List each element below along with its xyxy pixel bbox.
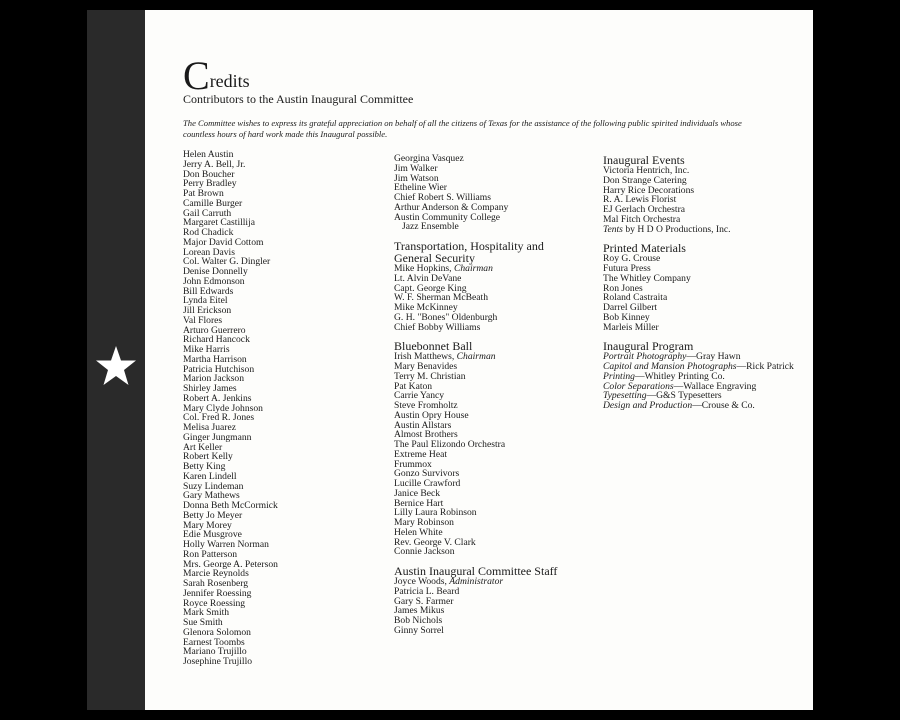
list-item: Austin Community College bbox=[394, 211, 501, 223]
list-item: Royce Roessing bbox=[183, 597, 246, 609]
intro-paragraph: The Committee wishes to express its grateful appreciation on behalf of all the citizens of Texas for the assistance of the following public spirited individuals whose countless hours of hard work made this Inaugural possible. bbox=[183, 118, 742, 139]
list-item: Bill Edwards bbox=[183, 285, 234, 297]
list-item: Lt. Alvin DeVane bbox=[394, 272, 462, 284]
list-item: Melisa Juarez bbox=[183, 422, 237, 433]
list-item: Earnest Toombs bbox=[183, 636, 245, 648]
transport-heading bbox=[394, 240, 557, 264]
list-item: Ginny Sorrel bbox=[394, 624, 444, 636]
program-item-label: Printing bbox=[603, 370, 635, 382]
list-item: Pat Katon bbox=[394, 380, 433, 392]
list-item: Terry M. Christian bbox=[394, 370, 466, 382]
list-item: Margaret Castillija bbox=[183, 217, 256, 229]
list-item: James Mikus bbox=[394, 605, 445, 617]
list-item: Edie Musgrove bbox=[183, 529, 242, 541]
list-item: Chief Robert S. Williams bbox=[394, 192, 491, 203]
list-item: Richard Hancock bbox=[183, 334, 250, 346]
program-items bbox=[603, 352, 794, 411]
list-item: Robert A. Jenkins bbox=[183, 392, 252, 404]
list-item: Holly Warren Norman bbox=[183, 539, 269, 550]
list-item: Karen Lindell bbox=[183, 470, 237, 482]
list-item: Mike McKinney bbox=[394, 302, 458, 313]
list-item: Gary Mathews bbox=[183, 490, 240, 502]
list-item: Art Keller bbox=[183, 441, 223, 453]
list-item: Pat Brown bbox=[183, 188, 224, 199]
program-item-value: —Wallace Engraving bbox=[673, 380, 757, 392]
program-item-value: —Gray Hawn bbox=[686, 351, 741, 363]
list-item: Georgina Vasquez bbox=[394, 153, 464, 164]
list-item: Rod Chadick bbox=[183, 227, 234, 238]
list-item: Suzy Lindeman bbox=[183, 480, 244, 492]
program-item bbox=[603, 401, 794, 411]
list-item: Harry Rice Decorations bbox=[603, 184, 695, 196]
list-item: Austin Opry House bbox=[394, 409, 469, 421]
list-item: Don Strange Catering bbox=[603, 174, 687, 186]
list-item: Bernice Hart bbox=[394, 497, 444, 509]
star-icon bbox=[94, 344, 138, 388]
list-item: The Whitley Company bbox=[603, 272, 691, 284]
list-item: Bob Kinney bbox=[603, 311, 650, 323]
list-item: Val Flores bbox=[183, 314, 223, 326]
list-item: Mary Benavides bbox=[394, 361, 458, 372]
list-item: Jennifer Roessing bbox=[183, 587, 252, 599]
page-subtitle: Contributors to the Austin Inaugural Committee bbox=[183, 92, 414, 106]
staff-heading: Austin Inaugural Committee Staff bbox=[394, 564, 558, 578]
list-item: Patricia L. Beard bbox=[394, 585, 460, 597]
list-item: Jerry A. Bell, Jr. bbox=[183, 158, 246, 170]
list-item: Austin Allstars bbox=[394, 419, 452, 431]
list-item: Betty Jo Meyer bbox=[183, 509, 243, 521]
list-item: Marcie Reynolds bbox=[183, 568, 249, 580]
list-item: Major David Cottom bbox=[183, 236, 264, 248]
list-item: Carrie Yancy bbox=[394, 390, 445, 402]
chair-name: Irish Matthews, bbox=[394, 351, 457, 363]
list-item: Extreme Heat bbox=[394, 448, 448, 460]
program-item-value: —Whitley Printing Co. bbox=[634, 370, 725, 382]
list-item: Sarah Rosenberg bbox=[183, 578, 249, 589]
list-item: Mike Harris bbox=[183, 344, 230, 355]
list-item: John Edmonson bbox=[183, 275, 245, 287]
list-item: Ginger Jungmann bbox=[183, 431, 252, 443]
list-item: Ron Jones bbox=[603, 282, 643, 294]
list-item: Frummox bbox=[394, 458, 432, 470]
list-item: Gary S. Farmer bbox=[394, 595, 454, 607]
printed-members bbox=[603, 254, 794, 332]
list-item: Lilly Laura Robinson bbox=[394, 507, 477, 519]
list-item: Mrs. George A. Peterson bbox=[183, 558, 278, 570]
title-dropcap: C bbox=[183, 53, 210, 98]
list-item: Col. Walter G. Dingler bbox=[183, 256, 271, 268]
list-item: Patricia Hutchison bbox=[183, 363, 255, 375]
program-item-label: Design and Production bbox=[603, 400, 693, 411]
events-members bbox=[603, 166, 794, 225]
tents-value: by H D O Productions, Inc. bbox=[622, 223, 731, 235]
admin-name: Joyce Woods, bbox=[394, 576, 450, 587]
list-item: Arturo Guerrero bbox=[183, 324, 246, 336]
list-item: Shirley James bbox=[183, 383, 237, 394]
list-item: Sue Smith bbox=[183, 617, 223, 628]
program-item-value: —Crouse & Co. bbox=[692, 400, 755, 411]
chair-role: Chairman bbox=[456, 351, 496, 363]
list-item: Helen White bbox=[394, 526, 443, 538]
list-item: Rev. George V. Clark bbox=[394, 536, 476, 548]
list-item: Futura Press bbox=[603, 263, 651, 274]
tents-label: Tents bbox=[603, 223, 623, 235]
events-heading: Inaugural Events bbox=[603, 153, 685, 167]
printed-heading: Printed Materials bbox=[603, 241, 686, 256]
list-item: Victoria Hentrich, Inc. bbox=[603, 165, 690, 176]
program-item-label: Portrait Photography bbox=[603, 351, 687, 363]
page-title bbox=[183, 53, 250, 98]
list-item: Martha Harrison bbox=[183, 353, 247, 365]
list-item: Steve Fromholtz bbox=[394, 400, 458, 411]
list-item: Etheline Wier bbox=[394, 182, 447, 194]
chair-role: Chairman bbox=[453, 263, 493, 274]
list-item: Marion Jackson bbox=[183, 373, 245, 385]
contributors-column-3 bbox=[603, 154, 794, 411]
list-item: Mariano Trujillo bbox=[183, 646, 247, 658]
list-item: Lorean Davis bbox=[183, 246, 235, 258]
bluebonnet-members bbox=[394, 362, 557, 557]
list-item: Perry Bradley bbox=[183, 178, 237, 190]
list-item: Donna Beth McCormick bbox=[183, 500, 278, 511]
list-item: Darrel Gilbert bbox=[603, 302, 658, 313]
list-item: Roy G. Crouse bbox=[603, 253, 661, 265]
program-item-label: Typesetting bbox=[603, 390, 647, 402]
list-item: Denise Donnelly bbox=[183, 266, 248, 277]
chair-name: Mike Hopkins, bbox=[394, 263, 454, 274]
list-item: Arthur Anderson & Company bbox=[394, 201, 509, 213]
list-item: Jill Erickson bbox=[183, 305, 232, 316]
contributors-column-2 bbox=[394, 154, 557, 636]
list-item: Camille Burger bbox=[183, 197, 243, 209]
list-item: Lynda Eitel bbox=[183, 295, 228, 307]
title-rest: redits bbox=[209, 71, 250, 91]
list-item: Josephine Trujillo bbox=[183, 656, 253, 667]
list-item: W. F. Sherman McBeath bbox=[394, 292, 489, 304]
list-item: Don Boucher bbox=[183, 168, 235, 180]
list-item: Mary Morey bbox=[183, 519, 232, 531]
contributors-column-1 bbox=[183, 150, 278, 667]
staff-members bbox=[394, 587, 557, 636]
transport-heading-line1: Transportation, Hospitality and bbox=[394, 239, 544, 253]
list-item: Capt. George King bbox=[394, 282, 467, 294]
list-item: Connie Jackson bbox=[394, 546, 455, 558]
list-item: Jazz Ensemble bbox=[402, 221, 459, 233]
admin-role: Administrator bbox=[449, 576, 504, 587]
list-item: Lucille Crawford bbox=[394, 478, 461, 489]
list-item: Col. Fred R. Jones bbox=[183, 412, 255, 424]
list-item: G. H. "Bones" Oldenburgh bbox=[394, 311, 498, 323]
list-item: Ron Patterson bbox=[183, 548, 238, 560]
list-item: Mary Clyde Johnson bbox=[183, 402, 263, 414]
list-item: Helen Austin bbox=[183, 149, 234, 160]
list-item: Robert Kelly bbox=[183, 451, 233, 463]
list-item: Gonzo Survivors bbox=[394, 468, 460, 480]
list-item: EJ Gerlach Orchestra bbox=[603, 204, 686, 215]
list-item: Jim Walker bbox=[394, 162, 438, 174]
list-item: Janice Beck bbox=[394, 487, 441, 499]
program-heading: Inaugural Program bbox=[603, 339, 694, 354]
list-item: Betty King bbox=[183, 461, 226, 472]
list-item: The Paul Elizondo Orchestra bbox=[394, 439, 506, 450]
program-item-value: —G&S Typesetters bbox=[646, 390, 722, 402]
bluebonnet-heading: Bluebonnet Ball bbox=[394, 339, 473, 354]
list-item: Almost Brothers bbox=[394, 429, 458, 441]
list-item: Mary Robinson bbox=[394, 517, 454, 528]
transport-members bbox=[394, 274, 557, 333]
transport-heading-line2: General Security bbox=[394, 251, 475, 265]
column-2-names bbox=[394, 154, 557, 222]
events-tents bbox=[603, 225, 794, 235]
list-item: Roland Castraita bbox=[603, 292, 668, 304]
program-item-value: —Rick Patrick bbox=[736, 361, 794, 372]
list-item: Mal Fitch Orchestra bbox=[603, 213, 681, 225]
list-item: Gail Carruth bbox=[183, 207, 232, 219]
list-item: Jim Watson bbox=[394, 172, 439, 184]
list-item: Mark Smith bbox=[183, 607, 230, 619]
program-item-label: Color Separations bbox=[603, 380, 674, 392]
list-item: Marleis Miller bbox=[603, 321, 659, 333]
list-item: Bob Nichols bbox=[394, 615, 443, 626]
program-item-label: Capitol and Mansion Photographs bbox=[603, 361, 737, 372]
list-item: Glenora Solomon bbox=[183, 626, 251, 638]
list-item: Chief Bobby Williams bbox=[394, 321, 481, 333]
list-item: R. A. Lewis Florist bbox=[603, 194, 677, 206]
